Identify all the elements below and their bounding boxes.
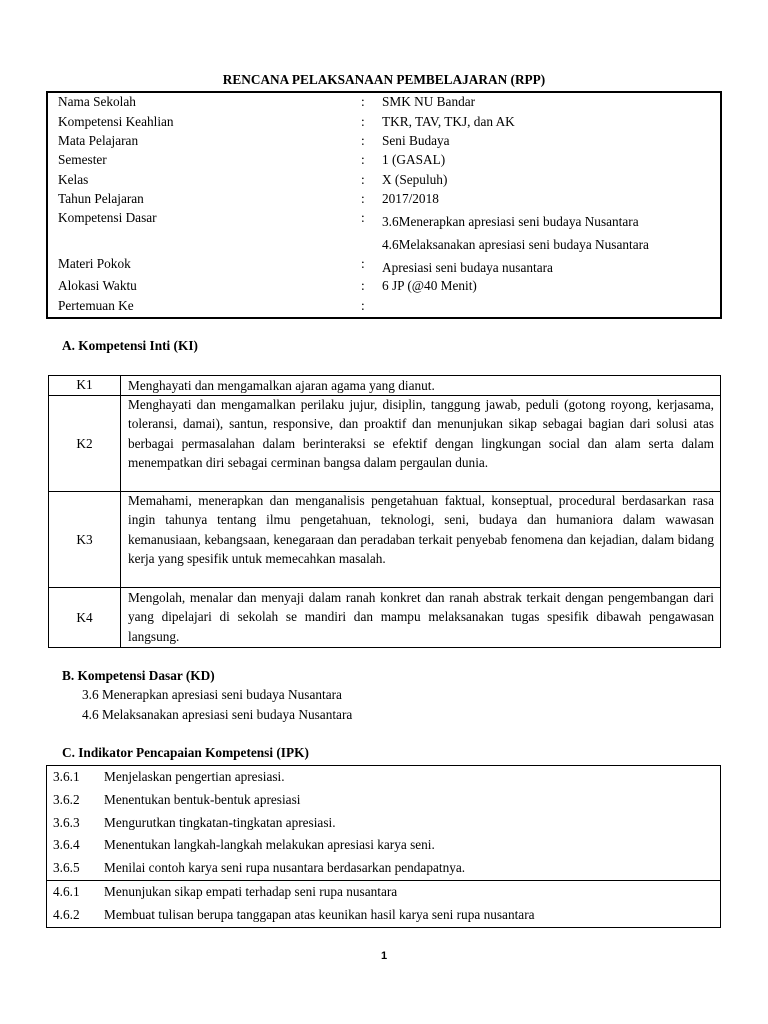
ki-text: Mengolah, menalar dan menyaji dalam ranah konkret dan ranah abstrak terkait dengan pengembangan dari yang dipelajari di sekolah se mandiri dan mampu melaksanakan tugas spesifik dibawah pengawasan langsung. [128,590,714,644]
ki-code: K1 [76,377,93,392]
ki-code: K4 [76,610,93,625]
identity-value: Apresiasi seni budaya nusantara [382,260,553,275]
ipk-code: 3.6.4 [53,837,80,852]
section-c-heading: C. Indikator Pencapaian Kompetensi (IPK) [62,745,309,760]
kd-item: 3.6 Menerapkan apresiasi seni budaya Nusantara [82,687,342,702]
section-a-heading: A. Kompetensi Inti (KI) [62,338,198,353]
section-b-heading: B. Kompetensi Dasar (KD) [62,668,215,683]
identity-colon: : [361,94,365,109]
identity-label: Nama Sekolah [58,94,136,109]
kd-item: 4.6 Melaksanakan apresiasi seni budaya Nusantara [82,707,353,722]
identity-value-second-line: 4.6Melaksanakan apresiasi seni budaya Nusantara [382,237,649,252]
identity-table [46,91,722,319]
ipk-text: Menentukan langkah-langkah melakukan apresiasi karya seni. [104,837,435,852]
identity-colon: : [361,172,365,187]
identity-label: Kompetensi Dasar [58,210,157,225]
ipk-code: 3.6.1 [53,769,80,784]
ipk-code: 3.6.5 [53,860,80,875]
identity-label: Materi Pokok [58,256,131,271]
identity-value: 2017/2018 [382,191,439,206]
ipk-text: Menunjukan sikap empati terhadap seni rupa nusantara [104,884,398,899]
ki-code: K3 [76,532,93,547]
ki-text: Menghayati dan mengamalkan ajaran agama yang dianut. [128,378,435,393]
identity-colon: : [361,210,365,225]
identity-label: Alokasi Waktu [58,278,137,293]
identity-value: 6 JP (@40 Menit) [382,278,477,293]
identity-label: Kompetensi Keahlian [58,114,174,129]
ipk-code: 4.6.1 [53,884,80,899]
ki-table [48,375,721,648]
document-title: RENCANA PELAKSANAAN PEMBELAJARAN (RPP) [222,72,546,87]
identity-colon: : [361,298,365,313]
identity-colon: : [361,256,365,271]
identity-colon: : [361,152,365,167]
ki-code: K2 [76,436,93,451]
table-column-divider [120,376,121,647]
identity-colon: : [361,278,365,293]
identity-label: Semester [58,152,107,167]
identity-value: X (Sepuluh) [382,172,448,187]
identity-value: Seni Budaya [382,133,450,148]
ipk-text: Mengurutkan tingkatan-tingkatan apresiasi. [104,815,336,830]
identity-value: 3.6Menerapkan apresiasi seni budaya Nusantara [382,214,639,229]
identity-value: SMK NU Bandar [382,94,476,109]
ipk-code: 3.6.3 [53,815,80,830]
identity-value: TKR, TAV, TKJ, dan AK [382,114,515,129]
page-number: 1 [380,950,388,962]
ki-text: Menghayati dan mengamalkan perilaku jujur, disiplin, tanggung jawab, peduli (gotong royong, kerjasama, toleransi, damai), santun, responsive, dan proaktif dan menunjukan sikap sebagai bagian dari solusi atas berbagai permasalahan dalam berinteraksi se efektif dengan lingkungan social dan alam serta dalam menempatkan diri sebagai cerminan bangsa dalam pergaulan dunia. [128,397,714,470]
ipk-code: 4.6.2 [53,907,80,922]
table-row-divider [47,880,720,881]
ipk-text: Menentukan bentuk-bentuk apresiasi [104,792,301,807]
identity-value: 1 (GASAL) [382,152,446,167]
ipk-text: Menilai contoh karya seni rupa nusantara berdasarkan pendapatnya. [104,860,466,875]
identity-label: Mata Pelajaran [58,133,139,148]
identity-colon: : [361,191,365,206]
ipk-text: Membuat tulisan berupa tanggapan atas keunikan hasil karya seni rupa nusantara [104,907,535,922]
identity-label: Kelas [58,172,89,187]
identity-colon: : [361,133,365,148]
ipk-text: Menjelaskan pengertian apresiasi. [104,769,285,784]
ipk-code: 3.6.2 [53,792,80,807]
identity-label: Pertemuan Ke [58,298,134,313]
ipk-table [46,765,721,928]
identity-label: Tahun Pelajaran [58,191,144,206]
ki-text: Memahami, menerapkan dan menganalisis pengetahuan faktual, konseptual, procedural berdasarkan rasa ingin tahunya tentang ilmu pengetahuan, teknologi, seni, budaya dan humaniora dalam wawasan kemanusiaan, kebangsaan, kenegaraan dan peradaban terkait penyebab fenomena dan kejadian, dalam bidang kerja yang spesifik untuk memecahkan masalah. [128,493,714,566]
identity-colon: : [361,114,365,129]
